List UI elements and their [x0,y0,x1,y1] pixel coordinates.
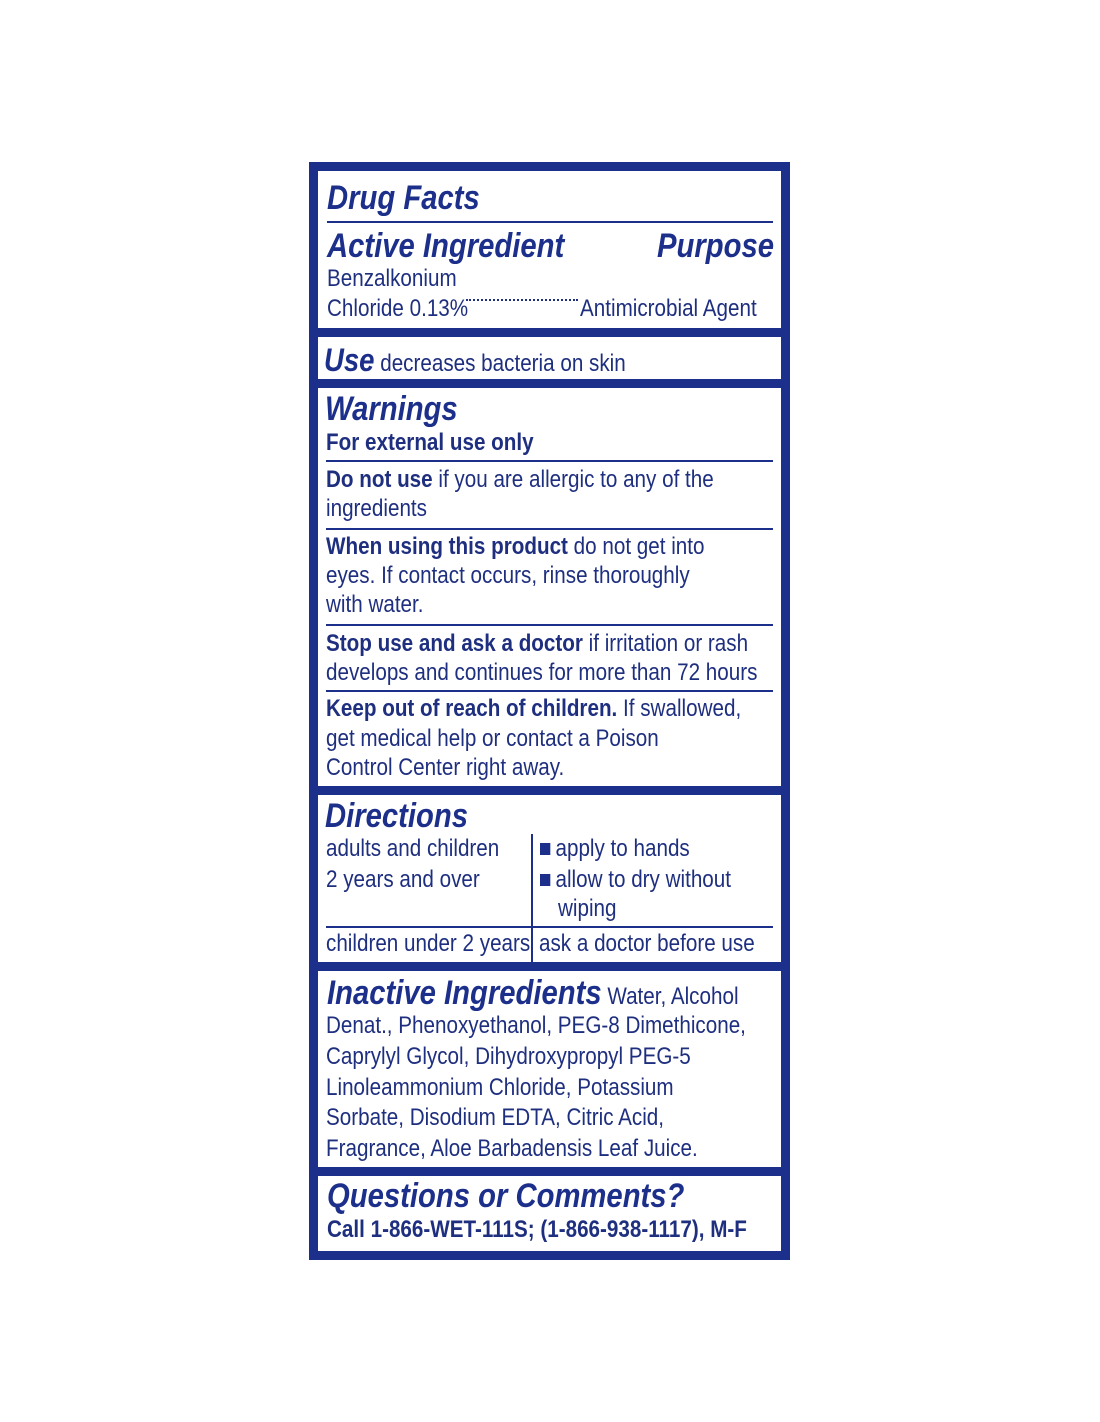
dot-leader [466,299,578,301]
active-ingredient-heading: Active Ingredient [327,227,565,265]
stop-use-line1 [326,629,748,659]
bullet-square-icon [540,843,550,855]
directions-heading: Directions [325,797,468,835]
drug-facts-label [309,162,790,1260]
contact-line: Call 1-866-WET-111S; (1-866-938-1117), M-F [327,1216,747,1243]
do-not-use-label: Do not use [326,466,433,493]
inactive-line6: Fragrance, Aloe Barbadensis Leaf Juice. [326,1135,698,1162]
stop-use-line2: develops and continues for more than 72 hours [326,659,758,686]
children-under-2-label: children under 2 years [326,930,531,957]
ingredient-name-line2: Chloride 0.13% [327,295,469,322]
inactive-line4: Linoleammonium Chloride, Potassium [326,1074,674,1101]
warnings-divider-2 [326,528,773,530]
adults-group-line1: adults and children [326,835,500,862]
warnings-divider-1 [326,460,773,462]
warnings-divider-3 [326,624,773,626]
do-not-use-text: if you are allergic to any of the [432,466,714,493]
step2-text: allow to dry without [555,866,732,893]
inactive-line3: Caprylyl Glycol, Dihydroxypropyl PEG-5 [326,1043,691,1070]
questions-heading: Questions or Comments? [327,1177,685,1215]
when-using-text: do not get into [567,533,705,560]
purpose-text: Antimicrobial Agent [580,295,757,322]
when-using-line3: with water. [326,591,424,618]
keep-out-label: Keep out of reach of children. [326,695,618,722]
inactive-ingredients-panel [318,971,781,1167]
inactive-line2: Denat., Phenoxyethanol, PEG-8 Dimethicone, [326,1012,746,1039]
step-apply-to-hands [540,834,690,864]
step-allow-to-dry [540,865,731,895]
inactive-line1 [327,974,739,1016]
directions-row-divider [326,926,773,928]
when-using-line1 [326,532,704,562]
step1-text: apply to hands [555,835,690,862]
when-using-label: When using this product [326,533,568,560]
do-not-use-line1 [326,465,714,495]
use-panel [318,337,781,379]
warnings-panel [318,388,781,786]
ingredient-name-line1: Benzalkonium [327,265,457,292]
use-line [324,341,626,379]
purpose-heading: Purpose [657,227,775,265]
warnings-heading: Warnings [325,390,458,428]
keep-out-line3: Control Center right away. [326,754,565,781]
warnings-divider-4 [326,690,773,692]
use-heading: Use [324,342,375,378]
directions-column-divider [531,834,533,962]
questions-panel [318,1176,781,1251]
directions-panel [318,795,781,962]
stop-use-text: if irritation or rash [582,630,749,657]
inactive-text-1: Water, Alcohol [601,983,739,1010]
do-not-use-line2: ingredients [326,495,427,522]
keep-out-text: If swallowed, [617,695,742,722]
bullet-square-icon [540,874,550,886]
inactive-line5: Sorbate, Disodium EDTA, Citric Acid, [326,1104,664,1131]
when-using-line2: eyes. If contact occurs, rinse thoroughly [326,562,690,589]
adults-group-line2: 2 years and over [326,866,480,893]
use-text: decreases bacteria on skin [380,350,626,377]
external-use-text: For external use only [326,429,534,456]
active-ingredient-panel [318,171,781,328]
step-allow-to-dry-line2: wiping [558,895,617,922]
children-under-2-instruction: ask a doctor before use [539,930,755,957]
stop-use-label: Stop use and ask a doctor [326,630,583,657]
drug-facts-title: Drug Facts [327,179,480,217]
keep-out-line2: get medical help or contact a Poison [326,725,659,752]
inactive-heading: Inactive Ingredients [327,974,602,1012]
title-divider [327,221,773,223]
keep-out-line1 [326,694,741,724]
